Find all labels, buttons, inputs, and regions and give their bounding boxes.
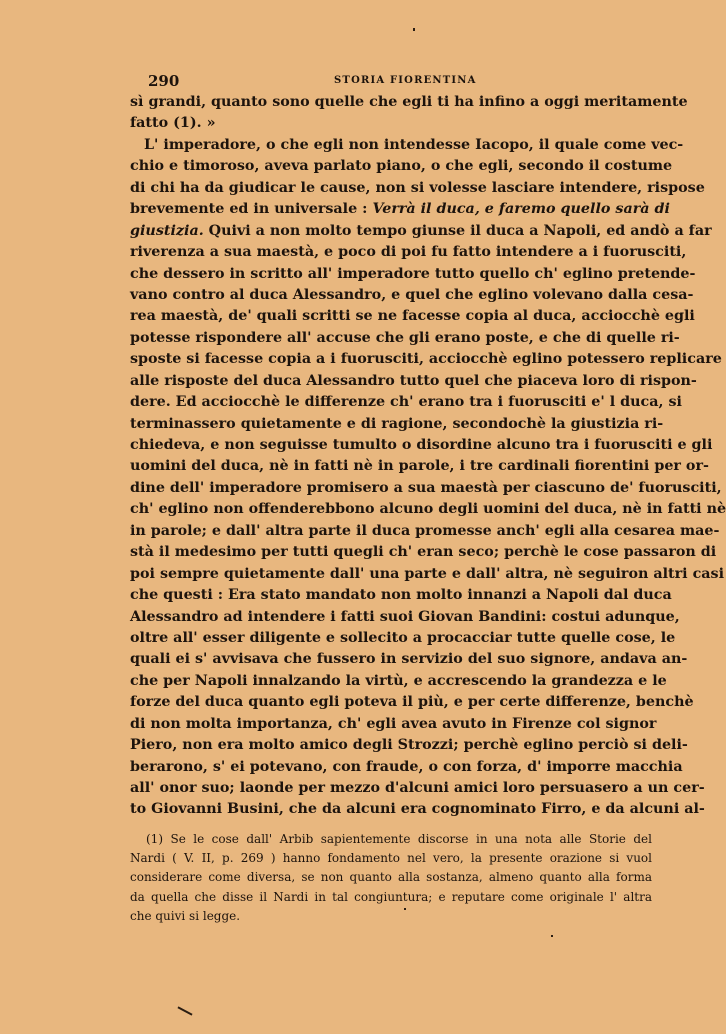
text-line: L' imperadore, o che egli non intendesse Iacopo, il quale come vec-: [144, 136, 684, 153]
text-line: berarono, s' ei potevano, con fraude, o con forza, d' imporre macchia: [130, 758, 683, 775]
footnote-line: Nardi ( V. II, p. 269 ) hanno fondamento nel vero, la presente orazione si vuol: [130, 851, 652, 866]
text-line: che questi : Era stato mandato non molto innanzi a Napoli dal duca: [130, 587, 672, 604]
text-line: stà il medesimo per tutti quegli ch' eran seco; perchè le cose passaron di: [130, 544, 717, 561]
text-line: uomini del duca, nè in fatti nè in parole, i tre cardinali fiorentini per or-: [130, 458, 709, 475]
page-header: [130, 72, 652, 94]
text-line: di non molta importanza, ch' egli avea avuto in Firenze col signor: [130, 715, 657, 732]
footnote-line: considerare come diversa, se non quanto alla sostanza, almeno quanto alla forma: [130, 870, 652, 885]
text-line: to Giovanni Busini, che da alcuni era cognominato Firro, e da alcuni al-: [130, 801, 705, 818]
text-line: vano contro al duca Alessandro, e quel che eglino volevano dalla cesa-: [130, 286, 694, 303]
text-line: poi sempre quietamente dall' una parte e dall' altra, nè seguiron altri casi: [130, 565, 725, 582]
ink-speck: [177, 1006, 192, 1015]
text-segment: Quivi a non molto tempo giunse il duca a Napoli, ed andò a far: [203, 222, 712, 239]
main-text: [130, 92, 726, 821]
ink-speck: [413, 28, 415, 31]
text-segment: brevemente ed in universale :: [130, 201, 373, 218]
text-line: quali ei s' avvisava che fussero in servizio del suo signore, andava an-: [130, 651, 688, 668]
text-line: Alessandro ad intendere i fatti suoi Giovan Bandini: costui adunque,: [130, 608, 680, 625]
text-line: oltre all' esser diligente e sollecito a procacciar tutte quelle cose, le: [130, 629, 676, 646]
text-line: dere. Ed acciocchè le differenze ch' erano tra i fuorusciti e' l duca, si: [130, 394, 682, 411]
text-line: terminassero quietamente e di ragione, secondochè la giustizia ri-: [130, 415, 664, 432]
text-line: [130, 199, 670, 220]
text-line: fatto (1). »: [130, 115, 216, 132]
italic-quote: Verrà il duca, e faremo quello sarà di: [372, 201, 670, 218]
page-number: 290: [148, 72, 180, 90]
italic-quote: giustizia.: [130, 222, 204, 239]
footnote-line: che quivi si legge.: [130, 908, 241, 923]
text-line: chiedeva, e non seguisse tumulto o disordine alcuno tra i fuorusciti e gli: [130, 437, 713, 453]
text-line: riverenza a sua maestà, e poco di poi fu fatto intendere a i fuorusciti,: [130, 244, 687, 261]
text-line: ch' eglino non offenderebbono alcuno degli uomini del duca, nè in fatti nè: [130, 501, 726, 518]
text-line: all' onor suo; laonde per mezzo d'alcuni amici loro persuasero a un cer-: [130, 780, 705, 796]
text-line: di chi ha da giudicar le cause, non si volesse lasciare intendere, rispose: [130, 179, 705, 196]
text-line: che per Napoli innalzando la virtù, e accrescendo la grandezza e le: [130, 672, 667, 689]
text-line: forze del duca quanto egli poteva il più, e per certe differenze, benchè: [130, 694, 694, 711]
text-line: [130, 221, 712, 242]
text-line: Piero, non era molto amico degli Strozzi; perchè eglino perciò si deli-: [130, 737, 688, 754]
text-line: chio e timoroso, aveva parlato piano, o che egli, secondo il costume: [130, 158, 673, 175]
ink-speck: [551, 935, 553, 937]
running-title: STORIA FIORENTINA: [334, 75, 477, 86]
text-line: sposte si facesse copia a i fuorusciti, acciocchè eglino potessero replicare: [130, 351, 722, 368]
text-line: dine dell' imperadore promisero a sua maestà per ciascuno de' fuorusciti,: [130, 479, 722, 496]
footnote: [130, 830, 652, 926]
text-line: che dessero in scritto all' imperadore tutto quello ch' eglino pretende-: [130, 265, 696, 282]
footnote-line: da quella che disse il Nardi in tal congiuntura; e reputare come originale l' altra: [130, 889, 652, 904]
text-line: in parole; e dall' altra parte il duca promesse anch' egli alla cesarea mae-: [130, 522, 720, 539]
footnote-line: (1) Se le cose dall' Arbib sapientemente discorse in una nota alle Storie del: [146, 832, 652, 846]
ink-speck: [404, 908, 406, 910]
text-line: alle risposte del duca Alessandro tutto quel che piaceva loro di rispon-: [130, 372, 697, 389]
text-line: rea maestà, de' quali scritti se ne facesse copia al duca, acciocchè egli: [130, 308, 695, 325]
text-line: potesse rispondere all' accuse che gli erano poste, e che di quelle ri-: [130, 329, 680, 346]
text-line: sì grandi, quanto sono quelle che egli ti ha infino a oggi meritamente: [130, 94, 688, 110]
